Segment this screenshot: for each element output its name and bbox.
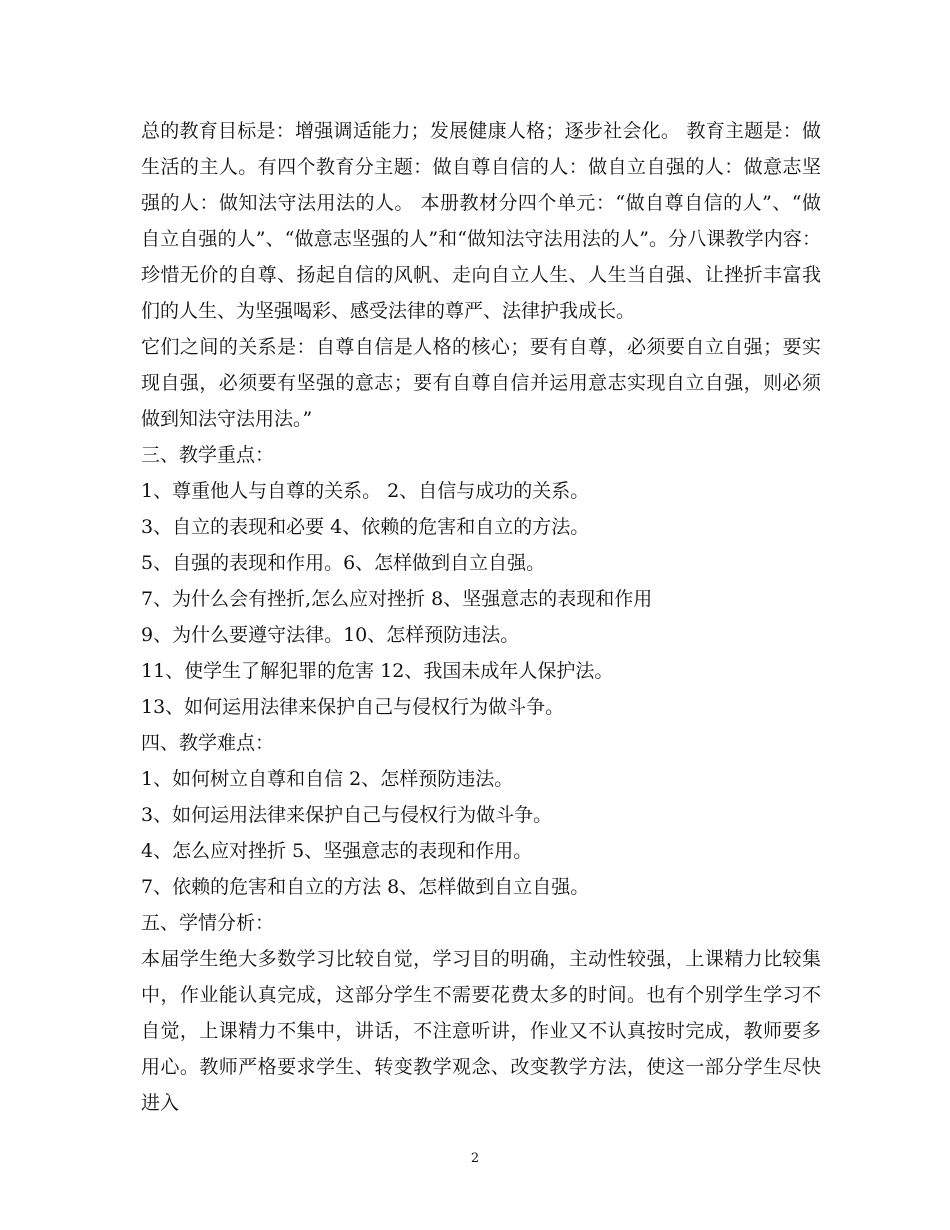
key-point-item: 5、自强的表现和作用。6、怎样做到自立自强。: [141, 552, 546, 574]
page-number: 2: [470, 1151, 480, 1166]
section-3-heading: 三、教学重点：: [141, 444, 275, 466]
document-body: [141, 113, 821, 1121]
difficulty-item: 4、怎么应对挫折 5、坚强意志的表现和作用。: [141, 840, 533, 862]
section-4-heading: 四、教学难点：: [141, 732, 275, 754]
goal-paragraph: 总的教育目标是：增强调适能力；发展健康人格；逐步社会化。 教育主题是：做生活的主人。有四个教育分主题：做自尊自信的人：做自立自强的人：做意志坚强的人：做知法守法用法的人。 本册教材分四个单元：“做自尊自信的人”、“做自立自强的人”、“做意志坚强的人”和“做知法守法用法的人”。分八课教学内容：珍惜无价的自尊、扬起自信的风帆、走向自立人生、人生当自强、让挫折丰富我们的人生、为坚强喝彩、感受法律的尊严、法律护我成长。: [141, 120, 821, 322]
key-point-item: 3、自立的表现和必要 4、依赖的危害和自立的方法。: [141, 516, 590, 538]
key-point-item: 9、为什么要遵守法律。10、怎样预防违法。: [141, 624, 520, 646]
difficulty-item: 7、依赖的危害和自立的方法 8、怎样做到自立自强。: [141, 876, 590, 898]
difficulty-item: 1、如何树立自尊和自信 2、怎样预防违法。: [141, 768, 514, 790]
key-point-item: 1、尊重他人与自尊的关系。 2、自信与成功的关系。: [141, 480, 590, 502]
section-5-heading: 五、学情分析：: [141, 912, 275, 934]
student-analysis-paragraph: 本届学生绝大多数学习比较自觉，学习目的明确，主动性较强，上课精力比较集中，作业能认真完成，这部分学生不需要花费太多的时间。也有个别学生学习不自觉，上课精力不集中，讲话，不注意听讲，作业又不认真按时完成，教师要多用心。教师严格要求学生、转变教学观念、改变教学方法，使这一部分学生尽快进入: [141, 948, 821, 1114]
key-point-item: 7、为什么会有挫折,怎么应对挫折 8、坚强意志的表现和作用: [141, 588, 653, 610]
relationship-paragraph: 它们之间的关系是：自尊自信是人格的核心；要有自尊，必须要自立自强；要实现自强，必须要有坚强的意志；要有自尊自信并运用意志实现自立自强，则必须做到知法守法用法。”: [141, 336, 821, 430]
difficulty-item: 3、如何运用法律来保护自己与侵权行为做斗争。: [141, 804, 553, 826]
key-point-item: 11、使学生了解犯罪的危害 12、我国未成年人保护法。: [141, 660, 614, 682]
key-point-item: 13、如何运用法律来保护自己与侵权行为做斗争。: [141, 696, 565, 718]
